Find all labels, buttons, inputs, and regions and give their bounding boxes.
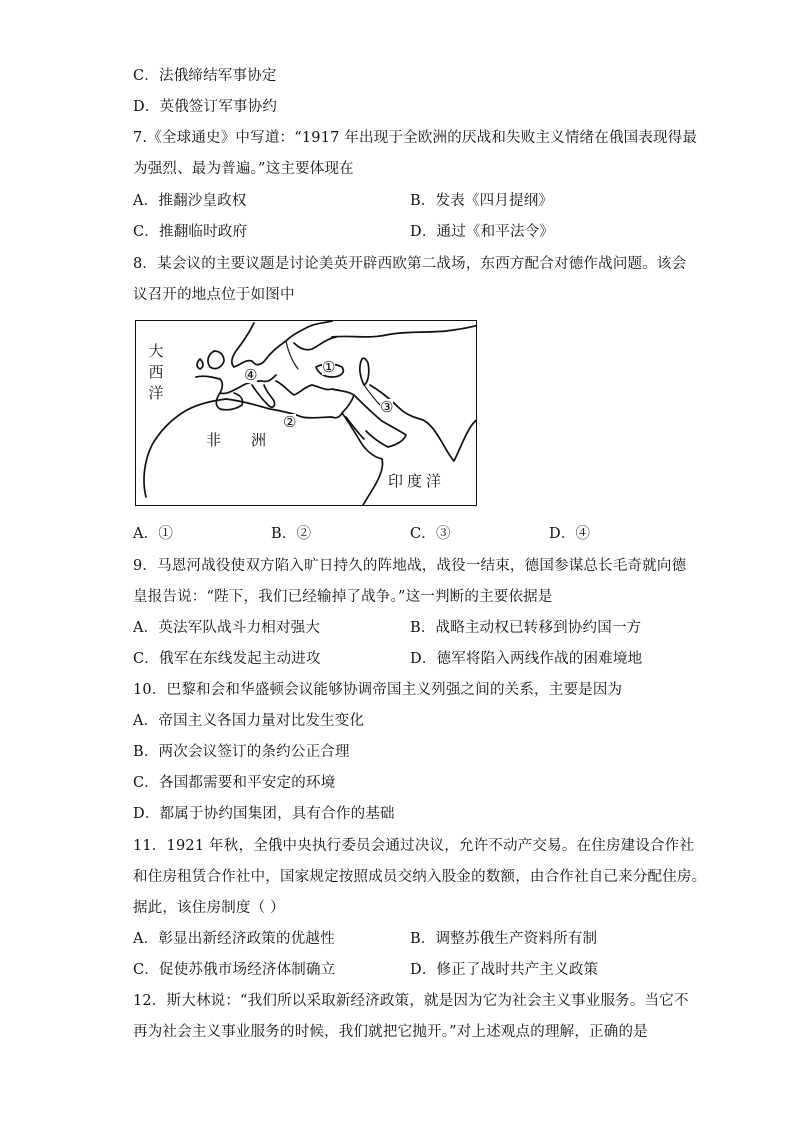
map-label-indian-ocean: 印度洋 [388,472,446,490]
q7-option-a: A．推翻沙皇政权 [133,193,247,209]
map-label-africa-char1: 非 [206,431,222,449]
q11-option-b: B．调整苏俄生产资料所有制 [410,931,598,947]
q9-option-d: D．德军将陷入两线作战的困难境地 [410,651,643,667]
map-marker-3: ③ [380,398,394,416]
q11-stem-line3: 据此，该住房制度（ ） [133,900,285,916]
q8-option-d: D．④ [549,526,591,542]
q8-option-a: A．① [133,526,174,542]
q6-option-d: D．英俄签订军事协约 [133,99,278,115]
map-marker-4: ④ [244,366,258,384]
map-marker-1: ① [322,358,336,376]
q10-option-a: A．帝国主义各国力量对比发生变化 [133,713,365,729]
q8-option-b: B．② [271,526,312,542]
q11-option-d: D．修正了战时共产主义政策 [410,962,599,978]
q10-stem-line1: 10．巴黎和会和华盛顿会议能够协调帝国主义列强之间的关系，主要是因为 [133,682,623,698]
q9-stem-line2: 皇报告说：“陛下，我们已经输掉了战争。”这一判断的主要依据是 [133,589,553,605]
map-label-atlantic: 大西洋 [148,342,164,402]
q12-stem-line2: 再为社会主义事业服务的时候，我们就把它抛开。”对上述观点的理解，正确的是 [133,1024,648,1040]
q11-stem-line1: 11．1921 年秋，全俄中央执行委员会通过决议，允许不动产交易。在住房建设合作社 [133,838,695,854]
q10-option-b: B．两次会议签订的条约公正合理 [133,744,350,760]
q9-option-b: B．战略主动权已转移到协约国一方 [410,620,642,636]
q8-stem-line2: 议召开的地点位于如图中 [133,287,295,303]
q11-stem-line2: 和住房租赁合作社中，国家规定按照成员交纳入股金的数额，由合作社自己来分配住房。 [133,869,707,885]
q9-option-c: C．俄军在东线发起主动进攻 [133,651,321,667]
map-marker-2: ② [283,413,297,431]
q7-stem-line2: 为强烈、最为普遍。”这主要体现在 [133,161,354,177]
q6-option-c: C．法俄缔结军事协定 [133,68,277,84]
q9-option-a: A．英法军队战斗力相对强大 [133,620,321,636]
q11-option-a: A．彰显出新经济政策的优越性 [133,931,335,947]
map-label-africa-char2: 洲 [251,431,267,449]
q12-stem-line1: 12．斯大林说：“我们所以采取新经济政策，就是因为它为社会主义事业服务。当它不 [133,993,689,1009]
q8-option-c: C．③ [410,526,451,542]
map-figure [135,320,477,506]
q10-option-d: D．都属于协约国集团，具有合作的基础 [133,806,395,822]
q7-stem-line1: 7.《全球通史》中写道：“1917 年出现于全欧洲的厌战和失败主义情绪在俄国表现得最 [133,130,698,146]
q7-option-c: C．推翻临时政府 [133,224,248,240]
q9-stem-line1: 9．马恩河战役使双方陷入旷日持久的阵地战，战役一结束，德国参谋总长毛奇就向德 [133,558,687,574]
q7-option-d: D．通过《和平法令》 [410,224,555,240]
q7-option-b: B．发表《四月提纲》 [410,193,554,209]
q11-option-c: C．促使苏俄市场经济体制确立 [133,962,336,978]
q8-stem-line1: 8．某会议的主要议题是讨论美英开辟西欧第二战场，东西方配合对德作战问题。该会 [133,256,687,272]
q10-option-c: C．各国都需要和平安定的环境 [133,775,336,791]
